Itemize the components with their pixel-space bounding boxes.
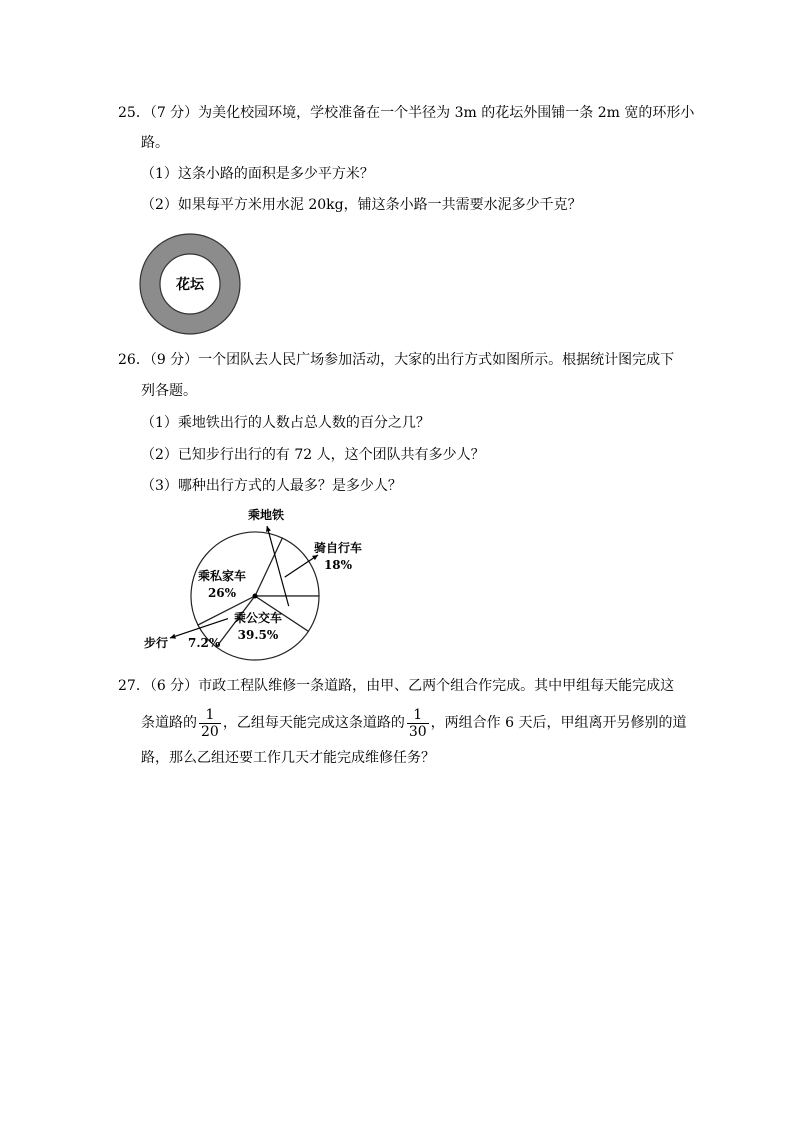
q27-text-c: ，两组合作 6 天后，甲组离开另修别的道 [430,715,687,731]
q27-stem-line-2 [141,706,686,740]
fraction-one-twentieth [199,707,221,740]
flower-bed-ring-figure [138,232,242,336]
pie-center-dot [253,594,258,599]
travel-mode-pie-chart [130,505,400,665]
flower-bed-label: 花坛 [176,277,204,293]
pie-arrowhead-0 [312,555,318,560]
fraction-denominator: 20 [201,723,219,740]
q26-stem-line-2: 列各题。 [141,383,197,399]
fraction-one-thirtieth [407,707,429,740]
q27-text-b: ，乙组每天能完成这条道路的 [222,715,405,731]
pie-label-3: 乘私家车 [197,569,247,583]
q27-stem-line-1: 27．（6 分）市政工程队维修一条道路，由甲、乙两个组合作完成。其中甲组每天能完成这 [118,678,675,694]
q26-stem-line-1: 26．（9 分）一个团队去人民广场参加活动，大家的出行方式如图所示。根据统计图完成下 [118,352,675,368]
pie-value-label-1: 39.5% [237,628,279,642]
q27-stem-line-3: 路，那么乙组还要工作几天才能完成维修任务？ [141,750,435,766]
pie-label-1: 乘公交车 [233,611,283,625]
pie-arrowhead-2 [170,634,176,639]
fraction-numerator: 1 [407,707,429,724]
q25-part-1: （1）这条小路的面积是多少平方米？ [141,166,374,182]
fraction-denominator: 30 [408,723,427,740]
pie-label-4: 乘地铁 [247,508,285,522]
q26-part-2: （2）已知步行出行的有 72 人，这个团队共有多少人？ [141,447,485,463]
pie-value-label-0: 18% [323,558,353,572]
pie-label-2: 步行 [144,636,169,650]
q27-text-a: 条道路的 [141,715,197,731]
pie-value-label-2: 7.2% [188,636,221,650]
q25-stem-line-1: 25．（7 分）为美化校园环境，学校准备在一个半径为 3m 的花坛外围铺一条 2m 宽的环形小 [118,105,695,121]
q26-part-1: （1）乘地铁出行的人数占总人数的百分之几？ [141,415,430,431]
pie-value-label-3: 26% [207,586,237,600]
fraction-numerator: 1 [199,707,221,724]
pie-label-0: 骑自行车 [313,541,363,555]
q26-part-3: （3）哪种出行方式的人最多？是多少人？ [141,478,402,494]
q25-part-2: （2）如果每平方米用水泥 20kg，铺这条小路一共需要水泥多少千克？ [141,197,582,213]
q25-stem-line-2: 路。 [141,135,169,151]
